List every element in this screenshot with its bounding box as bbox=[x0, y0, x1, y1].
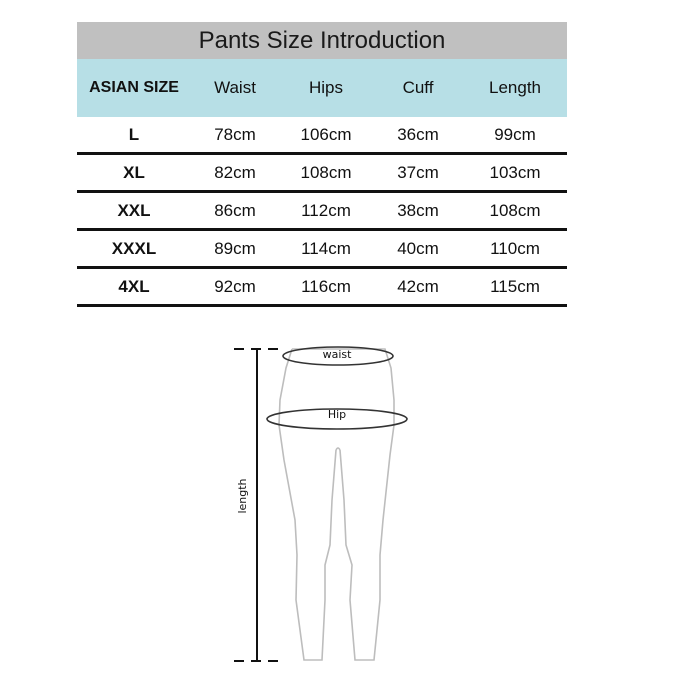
waist-cell: 86cm bbox=[214, 200, 256, 220]
hips-cell: 106cm bbox=[300, 124, 352, 144]
cuff-cell: 40cm bbox=[397, 238, 439, 258]
header-asian-size: ASIAN SIZE bbox=[89, 79, 179, 96]
table-title: Pants Size Introduction bbox=[77, 22, 567, 59]
size-cell: 4XL bbox=[118, 276, 150, 296]
waist-label: waist bbox=[322, 348, 352, 361]
header-hips: Hips bbox=[308, 78, 343, 97]
length-cell: 108cm bbox=[489, 200, 541, 220]
hips-cell: 114cm bbox=[301, 238, 351, 258]
header-length: Length bbox=[489, 78, 541, 97]
length-cell: 115cm bbox=[490, 276, 540, 296]
cuff-cell: 38cm bbox=[397, 200, 439, 220]
waist-cell: 89cm bbox=[214, 238, 256, 258]
size-cell: XXL bbox=[117, 200, 151, 220]
length-cell: 110cm bbox=[490, 238, 540, 258]
length-cell: 99cm bbox=[494, 124, 536, 144]
hips-cell: 116cm bbox=[301, 276, 351, 296]
hip-label: Hip bbox=[327, 408, 347, 421]
size-cell: XXXL bbox=[111, 238, 157, 258]
size-cell: L bbox=[128, 124, 140, 144]
header-waist: Waist bbox=[214, 78, 256, 97]
hips-cell: 112cm bbox=[301, 200, 351, 220]
hips-cell: 108cm bbox=[300, 162, 352, 182]
waist-cell: 78cm bbox=[214, 124, 256, 144]
size-cell: XL bbox=[123, 162, 145, 182]
waist-cell: 92cm bbox=[214, 276, 256, 296]
length-label: length bbox=[236, 478, 249, 514]
waist-cell: 82cm bbox=[214, 162, 256, 182]
pants-outline-icon bbox=[279, 349, 394, 660]
header-cuff: Cuff bbox=[402, 78, 434, 97]
cuff-cell: 37cm bbox=[397, 162, 439, 182]
cuff-cell: 42cm bbox=[397, 276, 439, 296]
cuff-cell: 36cm bbox=[397, 124, 439, 144]
length-cell: 103cm bbox=[489, 162, 541, 182]
